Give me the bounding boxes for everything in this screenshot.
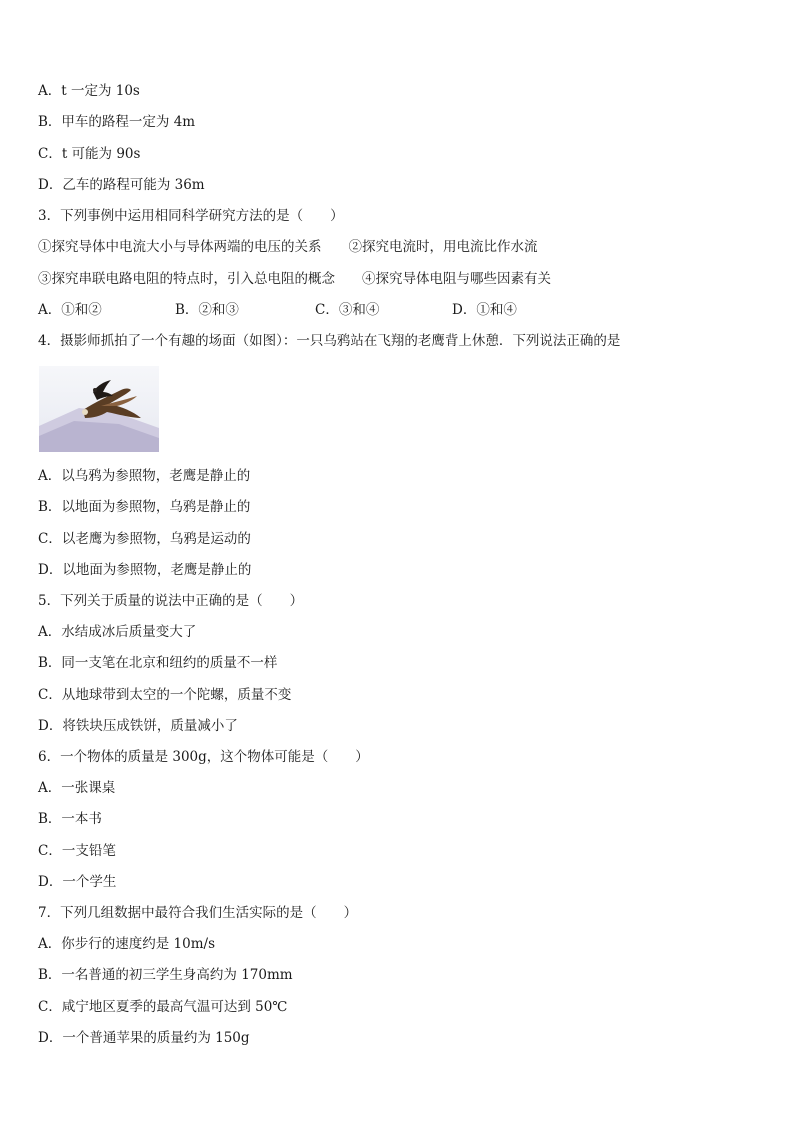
q7-option-d: D．一个普通苹果的质量约为 150g [38,1030,250,1046]
q5-option-b: B．同一支笔在北京和纽约的质量不一样 [38,655,278,671]
q3-option-c: C．③和④ [315,302,380,318]
q4-option-c: C．以老鹰为参照物，乌鸦是运动的 [38,531,251,547]
q3-stem: 3．下列事例中运用相同科学研究方法的是（ ） [38,208,344,224]
q3-option-d: D．①和④ [452,302,517,318]
crow-on-eagle-illustration [39,366,159,452]
q4-option-b: B．以地面为参照物，乌鸦是静止的 [38,499,251,515]
q3-options [38,301,758,319]
q4-option-a: A．以乌鸦为参照物，老鹰是静止的 [38,468,251,484]
q5-option-d: D．将铁块压成铁饼，质量减小了 [38,718,238,734]
q6-option-d: D．一个学生 [38,874,117,890]
q6-option-a: A．一张课桌 [38,780,116,796]
q7-option-c: C．咸宁地区夏季的最高气温可达到 50℃ [38,999,288,1015]
q3-items-row1: ①探究导体中电流大小与导体两端的电压的关系 ②探究电流时，用电流比作水流 [38,239,538,255]
q7-stem: 7．下列几组数据中最符合我们生活实际的是（ ） [38,905,358,921]
q2-option-a: A．t 一定为 10s [38,83,140,99]
q5-option-c: C．从地球带到太空的一个陀螺，质量不变 [38,687,292,703]
q4-stem: 4．摄影师抓拍了一个有趣的场面（如图）：一只乌鸦站在飞翔的老鹰背上休憩．下列说法正确的是 [38,333,621,349]
q6-option-b: B．一本书 [38,811,102,827]
q3-items-row2: ③探究串联电路电阻的特点时，引入总电阻的概念 ④探究导体电阻与哪些因素有关 [38,271,551,287]
q6-option-c: C．一支铅笔 [38,843,116,859]
q3-option-b: B．②和③ [175,302,239,318]
q4-option-d: D．以地面为参照物，老鹰是静止的 [38,562,252,578]
q7-option-b: B．一名普通的初三学生身高约为 170mm [38,967,293,983]
q2-option-b: B．甲车的路程一定为 4m [38,114,196,130]
q7-option-a: A．你步行的速度约是 10m/s [38,936,215,952]
q6-stem: 6．一个物体的质量是 300g，这个物体可能是（ ） [38,749,369,765]
q2-option-c: C．t 可能为 90s [38,146,141,162]
q2-option-d: D．乙车的路程可能为 36m [38,177,205,193]
crow-on-eagle-photo [39,366,159,452]
q5-stem: 5．下列关于质量的说法中正确的是（ ） [38,593,304,609]
q5-option-a: A．水结成冰后质量变大了 [38,624,197,640]
q3-option-a: A．①和② [38,302,102,318]
